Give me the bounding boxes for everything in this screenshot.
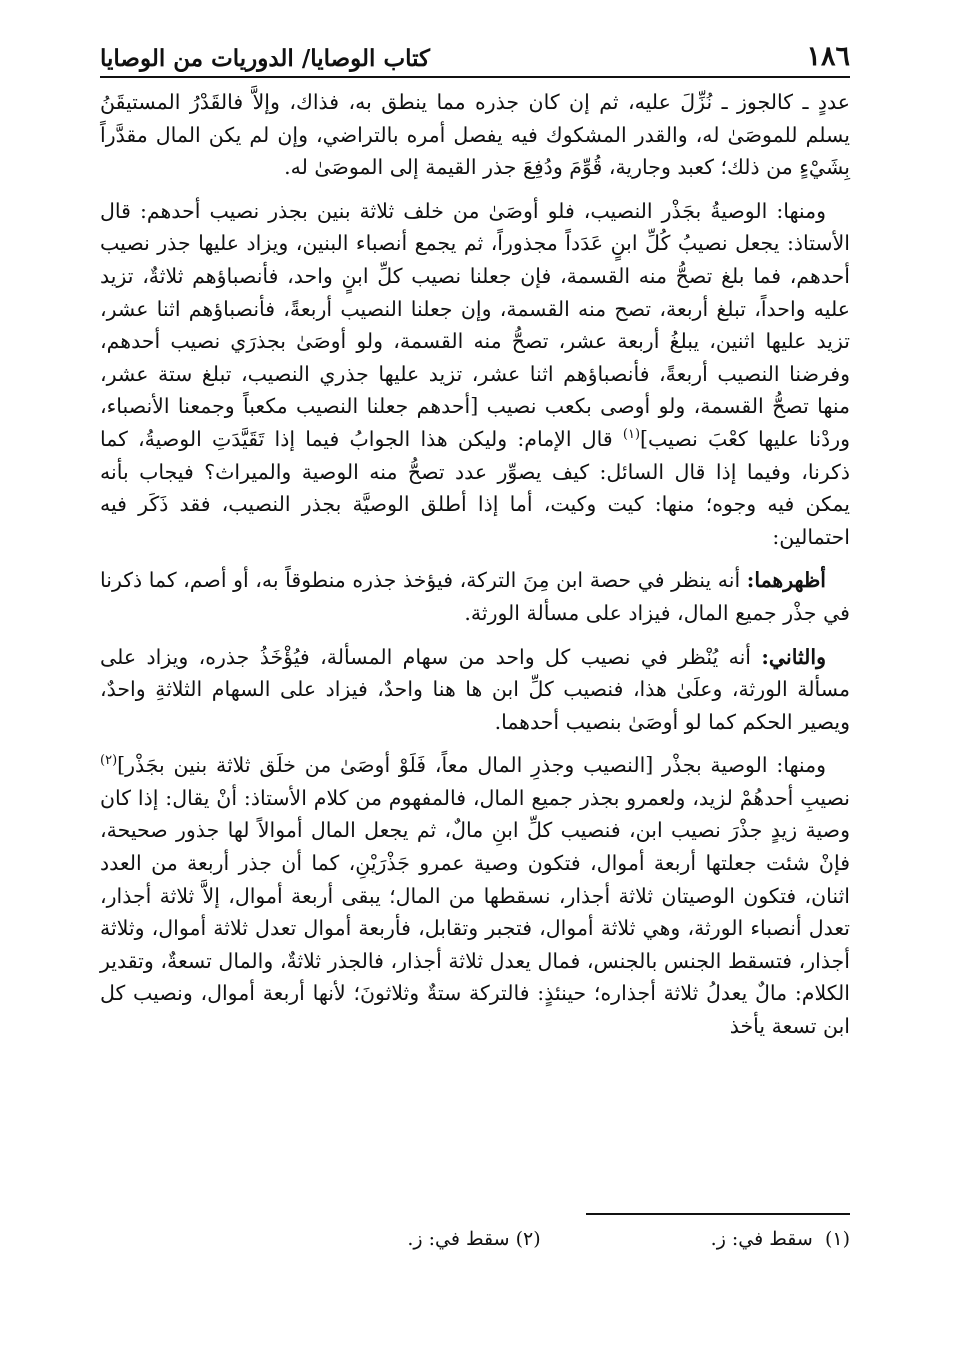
footnote-ref: (٢) xyxy=(100,753,118,769)
header-divider xyxy=(100,76,850,78)
paragraph-text: ومنها: الوصية بجذْر [النصيب وجذرِ المال معاً، فَلَوْ أوصَىٰ من خلَق ثلاثة بنين بجَذْر] xyxy=(117,753,826,778)
paragraph-4 xyxy=(100,641,850,739)
body-text xyxy=(100,86,850,1054)
paragraph-5 xyxy=(100,749,850,1042)
paragraph-1 xyxy=(100,86,850,184)
footnote-divider xyxy=(586,1213,850,1215)
footnote-2 xyxy=(407,1228,540,1250)
paragraph-text: أنه يُنْظر في نصيب كل واحد من سهام المسألة، فيُؤْخَذُ جذره، ويزاد على مسألة الورثة، وعلَىٰ هذا، فنصيب كلِّ ابن ها هنا واحدٌ، فيزاد على السهام الثلاثةِ واحدٌ، ويصير الحكم كما لو أوصَىٰ بنصيب أحدهما. xyxy=(100,644,850,734)
running-title: كتاب الوصايا/ الدوريات من الوصايا xyxy=(100,45,431,72)
page-number: ١٨٦ xyxy=(806,41,850,72)
footnote-number: (٢) xyxy=(515,1228,541,1250)
paragraph-text: أنه ينظر في حصة ابن مِنَ التركة، فيؤخذ جذره منطوقاً به، أو أصم، كما ذكرنا في جذْر جميع المال، فيزاد على مسألة الورثة. xyxy=(100,568,850,625)
paragraph-lead: والثاني: xyxy=(761,644,826,669)
paragraph-2 xyxy=(100,195,850,554)
paragraph-3 xyxy=(100,564,850,629)
paragraph-lead: أظهرهما: xyxy=(746,568,826,593)
paragraph-text-continued: نصيبِ أحدهُمْ لزيد، ولعمرو بجذر جميع المال، فالمفهوم من كلام الأستاذ: أنْ يقال: إذا كان وصية زيدٍ جذْرَ نصيب ابن، فنصيب كلِّ ابنِ مالٌ، ثم يجعل المال أموالاً لها جذور صحيحة، فإنْ شئت جعلتها أربعة أموال، فتكون وصية عمرو جَذْرَيْنِ، كما أن جذر أربعة من العدد اثنان، فتكون الوصيتان ثلاثة أجذار، نسقطها من المال؛ يبقى أربعة أموال، إلاَّ ثلاثة أجذار، تعدل أنصباء الورثة، وهي ثلاثة أموال، فتجبر وتقابل، فأربعة أموال تعدل ثلاثة أموال، وثلاثة أجذار، فتسقط الجنس بالجنس، فمال يعدل ثلاثة أجذار، فالجذر ثلاثةٌ، والمال تسعةٌ، وتقدير الكلام: مالٌ يعدلُ ثلاثة أجذاره؛ حينئذٍ: فالتركة ستةٌ وثلاثونَ؛ لأنها أربعة أموال، ونصيب كل ابن تسعة يأخذ xyxy=(100,785,850,1039)
footnote-1 xyxy=(711,1228,850,1250)
paragraph-text-continued: قال الإمام: وليكن هذا الجوابُ فيما إذا تَقَيَّدَتِ الوصيةُ، كما ذكرنا، وفيما إذا قال السائل: كيف يصوِّر عدد تصحُّ منه الوصية والميراث؟ فيجاب بأنه يمكن فيه وجوه؛ منها: كيت وكيت، أما إذا أطلق الوصيَّة بجذر النصيب، فقد ذَكَر فيه احتمالين: xyxy=(100,426,850,549)
footnote-ref: (١) xyxy=(622,427,641,443)
paragraph-text: عددٍ ـ كالجوز ـ نُزِّلَ عليه، ثم إن كان جذره مما ينطق به، فذاك، وإلاَّ فالقَدْرُ المستيقَنُ يسلم للموصَىٰ له، والقدر المشكوك فيه يفصل أمره بالتراضي، وإن لم يكن المال مقدَّراً بِشَيْءٍ من ذلك؛ كعبد وجارية، قُوِّمَ ودُفِعَ جذر القيمة إلى الموصَىٰ له. xyxy=(100,90,850,180)
footnote-text: سقط في: ز. xyxy=(407,1228,510,1250)
footnotes xyxy=(100,1228,850,1250)
page-header xyxy=(100,32,850,72)
paragraph-text: ومنها: الوصيةُ بجَذْر النصيب، فلو أوصَىٰ من خلف ثلاثة بنين بجذر نصيب أحدهم: قال الأستاذ: يجعل نصيبُ كُلِّ ابنٍ عَدَداً مجذوراً، ثم يجمع أنصباء البنين، ويزاد عليها جذر نصيب أحدهم، فما بلغ تصحُّ منه القسمة، فإن جعلنا نصيب كلِّ ابنٍ واحد، فأنصباؤهم ثلاثةٌ، تزيد عليه واحداً، تبلغ أربعة، تصح منه القسمة، وإن جعلنا النصيب أربعةً، فأنصباؤهم اثنا عشر، تزيد عليها اثنين، يبلغُ أربعة عشر، تصحُّ منه القسمة، ولو أوصَىٰ بجذرَي نصيب أحدهم، وفرضنا النصيب أربعةً، فأنصباؤهم اثنا عشر، تزيد عليها جذري النصيب، تبلغ ستة عشر، منها تصحُّ القسمة، ولو أوصى بكعب نصيب [أحدهم جعلنا النصيب مكعباً وجمعنا الأنصباء، وردْنا عليها كعْبَ نصيب] xyxy=(100,198,850,451)
footnote-text: سقط في: ز. xyxy=(710,1228,813,1250)
footnote-number: (١) xyxy=(824,1228,850,1250)
